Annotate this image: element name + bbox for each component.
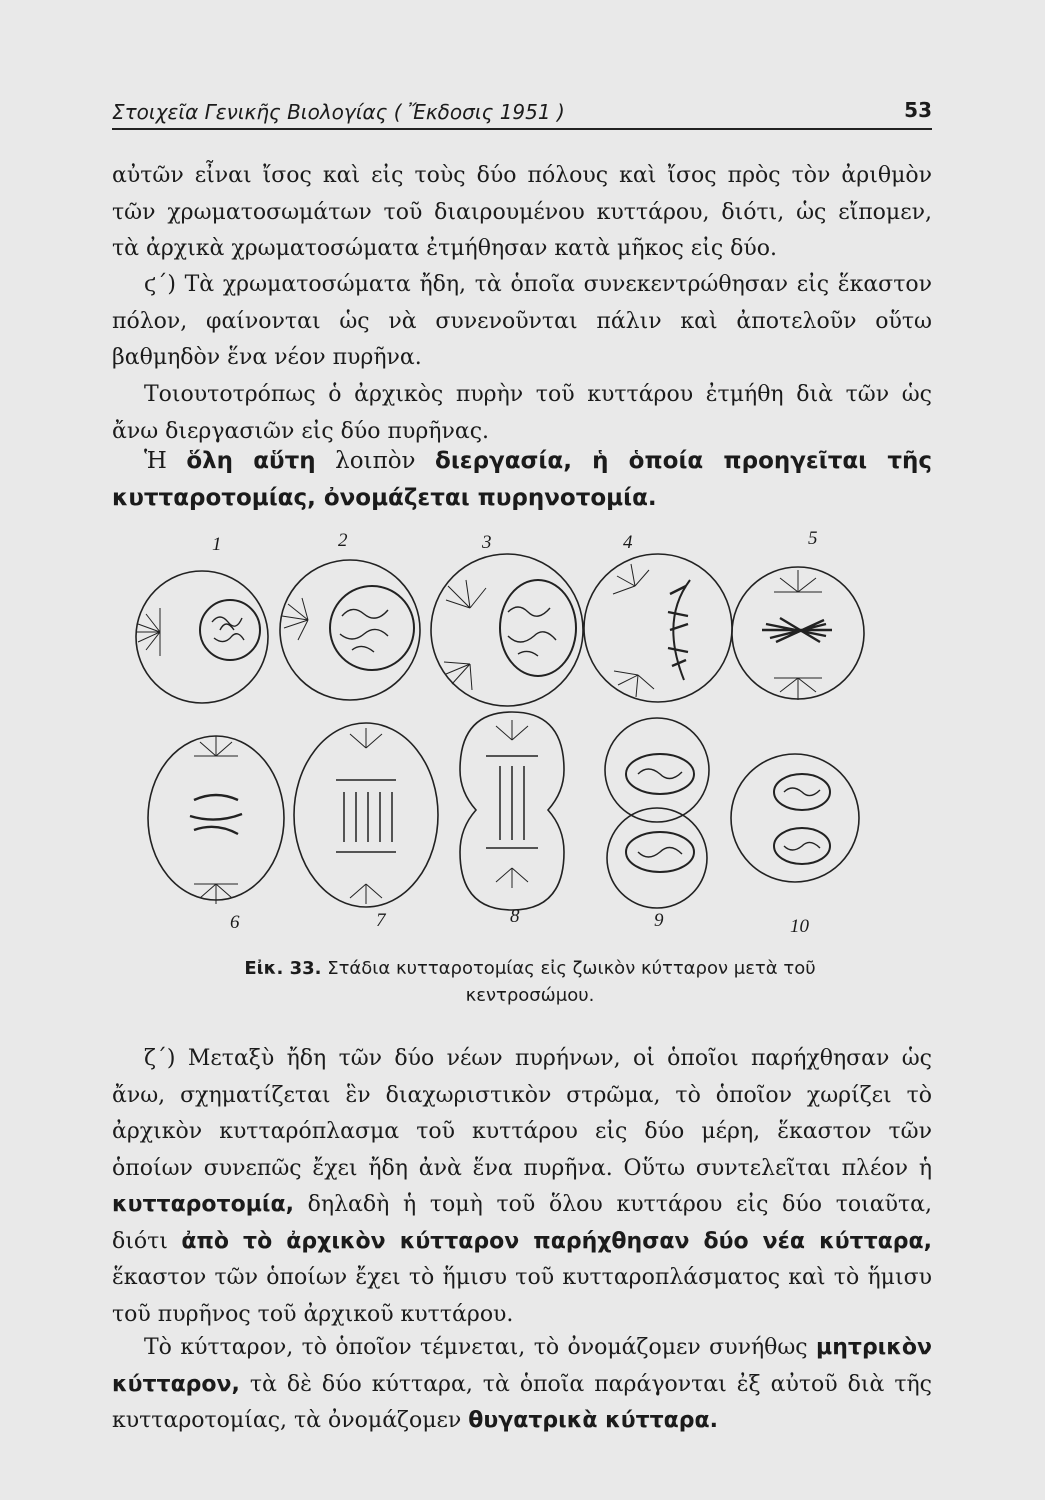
p5-bold-1: κυτταροτομία, (112, 1192, 294, 1217)
p5-text-2: δηλαδὴ ἡ τομὴ τοῦ ὅλου κυττάρου εἰς δύο τοιαῦτα, διότι (112, 1192, 932, 1254)
p5-text-3: ἕκαστον τῶν ὁποίων ἔχει τὸ ἥμισυ τοῦ κυτταροπλάσματος καὶ τὸ ἥμισυ τοῦ πυρῆνος τοῦ ἀρχικοῦ κυττάρου. (112, 1265, 932, 1327)
stage-label-10: 10 (790, 916, 809, 937)
caption-label: Εἰκ. 33. (244, 958, 322, 979)
stage-label-6: 6 (230, 912, 240, 933)
paragraph-3: Τοιουτοτρόπως ὁ ἀρχικὸς πυρὴν τοῦ κυττάρου ἐτμήθη διὰ τῶν ὡς ἄνω διεργασιῶν εἰς δύο πυρῆνας. (112, 382, 932, 444)
p4-text-1: Ἡ (144, 448, 187, 474)
caption-text: Στάδια κυτταροτομίας εἰς ζωικὸν κύτταρον μετὰ τοῦ κεντροσώμου. (327, 958, 816, 1006)
stage-label-1: 1 (212, 534, 222, 555)
p6-text-1: Τὸ κύτταρον, τὸ ὁποῖον τέμνεται, τὸ ὀνομάζομεν συνήθως (144, 1335, 817, 1360)
p6-bold-1: μητρικὸν κύτταρον, (112, 1335, 932, 1397)
page-number: 53 (904, 98, 932, 122)
page-header (112, 98, 932, 130)
mitosis-drawing (130, 530, 870, 950)
stage-label-7: 7 (376, 910, 386, 931)
stage-label-3: 3 (482, 532, 492, 553)
stage-label-5: 5 (808, 530, 818, 549)
figure-caption (230, 955, 830, 1009)
cell-4 (584, 554, 732, 702)
cell-6 (148, 736, 284, 900)
p6-bold-2: θυγατρικὰ κύτταρα. (468, 1408, 719, 1433)
p5-text-1: ζ΄) Μεταξὺ ἤδη τῶν δύο νέων πυρήνων, οἱ ὁποῖοι παρήχθησαν ὡς ἄνω, σχηματίζεται ἓν διαχωριστικὸν στρῶμα, τὸ ὁποῖον χωρίζει τὸ ἀρχικὸν κυτταρόπλασμα τοῦ κυττάρου εἰς δύο μέρη, ἕκαστον τῶν ὁποίων συνεπῶς ἔχει ἤδη ἀνὰ ἕνα πυρῆνα. Οὕτω συντελεῖται πλέον ἡ (112, 1046, 932, 1181)
paragraph-5 (112, 1041, 932, 1333)
mitosis-figure (130, 530, 870, 950)
stage-label-9: 9 (654, 910, 664, 931)
paragraph-1: αὐτῶν εἶναι ἴσος καὶ εἰς τοὺς δύο πόλους καὶ ἴσος πρὸς τὸν ἀριθμὸν τῶν χρωματοσωμάτων τοῦ διαιρουμένου κυττάρου, διότι, ὡς εἴπομεν, τὰ ἀρχικὰ χρωματοσώματα ἐτμήθησαν κατὰ μῆκος εἰς δύο. (112, 163, 932, 261)
cell-7 (294, 723, 438, 907)
stage-label-4: 4 (623, 532, 633, 553)
paragraph-4 (112, 443, 932, 516)
cell-2 (280, 560, 420, 700)
p4-bold-1: ὅλη αὕτη (186, 448, 316, 474)
running-title: Στοιχεῖα Γενικῆς Βιολογίας ( Ἔκδοσις 1951 ) (112, 100, 565, 124)
paragraph-2: ϛ΄) Τὰ χρωματοσώματα ἤδη, τὰ ὁποῖα συνεκεντρώθησαν εἰς ἕκαστον πόλον, φαίνονται ὡς νὰ συνενοῦνται πάλιν καὶ ἀποτελοῦν οὕτω βαθμηδὸν ἕνα νέον πυρῆνα. (112, 272, 932, 370)
stage-label-2: 2 (338, 530, 348, 551)
p4-text-2: λοιπὸν (315, 448, 436, 474)
cell-3 (431, 554, 583, 706)
p4-bold-2: διεργασία, ἡ ὁποία προηγεῖται τῆς κυτταροτομίας, ὀνομάζεται πυρηνοτομία. (112, 448, 933, 511)
paragraph-6 (112, 1330, 932, 1440)
p6-text-2: τὰ δὲ δύο κύτταρα, τὰ ὁποῖα παράγονται ἐξ αὐτοῦ διὰ τῆς κυτταροτομίας, τὰ ὀνομάζομεν (112, 1371, 932, 1433)
stage-label-8: 8 (510, 906, 520, 927)
p5-bold-2: ἀπὸ τὸ ἀρχικὸν κύτταρον παρήχθησαν δύο νέα κύτταρα, (181, 1228, 932, 1254)
